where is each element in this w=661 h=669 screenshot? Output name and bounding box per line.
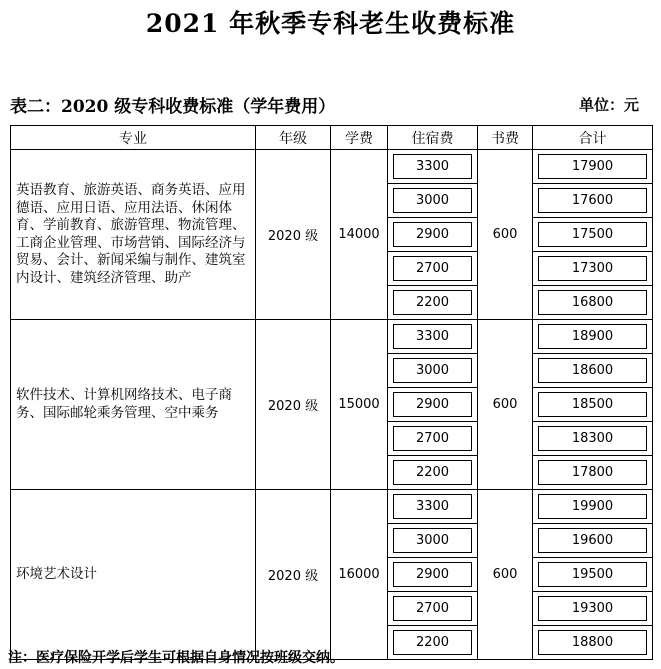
header-books: 书费 — [478, 126, 533, 150]
dorm-cell — [388, 286, 478, 320]
dorm-value: 2700 — [393, 426, 472, 451]
total-value: 17500 — [538, 222, 647, 247]
footnote: 注：医疗保险开学后学生可根据自身情况按班级交纳。 — [8, 650, 344, 666]
dorm-value: 2900 — [393, 222, 472, 247]
total-value: 18800 — [538, 630, 647, 655]
total-value: 18600 — [538, 358, 647, 383]
total-value: 19500 — [538, 562, 647, 587]
total-value: 19900 — [538, 494, 647, 519]
total-value: 17800 — [538, 460, 647, 485]
dorm-value: 3000 — [393, 188, 472, 213]
dorm-cell — [388, 354, 478, 388]
page-title: 2021 年秋季专科老生收费标准 — [145, 9, 516, 38]
total-cell — [533, 388, 653, 422]
total-cell — [533, 150, 653, 184]
total-cell — [533, 592, 653, 626]
major-cell: 环境艺术设计 — [11, 490, 256, 660]
dorm-cell — [388, 388, 478, 422]
dorm-cell — [388, 558, 478, 592]
grade-cell: 2020 级 — [256, 490, 331, 660]
total-cell — [533, 558, 653, 592]
dorm-value: 2200 — [393, 630, 472, 655]
total-cell — [533, 354, 653, 388]
total-value: 16800 — [538, 290, 647, 315]
header-dorm: 住宿费 — [388, 126, 478, 150]
header-major: 专业 — [11, 126, 256, 150]
dorm-cell — [388, 456, 478, 490]
tuition-cell: 16000 — [331, 490, 388, 660]
total-cell — [533, 184, 653, 218]
dorm-cell — [388, 592, 478, 626]
dorm-value: 2700 — [393, 256, 472, 281]
dorm-cell — [388, 184, 478, 218]
total-value: 17600 — [538, 188, 647, 213]
total-value: 18500 — [538, 392, 647, 417]
total-cell — [533, 422, 653, 456]
total-cell — [533, 524, 653, 558]
dorm-value: 2700 — [393, 596, 472, 621]
tuition-cell: 14000 — [331, 150, 388, 320]
major-cell: 软件技术、计算机网络技术、电子商务、国际邮轮乘务管理、空中乘务 — [11, 320, 256, 490]
total-value: 18900 — [538, 324, 647, 349]
total-cell — [533, 490, 653, 524]
total-value: 18300 — [538, 426, 647, 451]
books-cell: 600 — [478, 320, 533, 490]
grade-cell: 2020 级 — [256, 320, 331, 490]
dorm-value: 2200 — [393, 290, 472, 315]
total-value: 17900 — [538, 154, 647, 179]
unit-label: 单位：元 — [578, 96, 639, 114]
dorm-value: 3000 — [393, 358, 472, 383]
dorm-value: 2900 — [393, 392, 472, 417]
dorm-value: 3300 — [393, 494, 472, 519]
books-cell: 600 — [478, 150, 533, 320]
dorm-cell — [388, 150, 478, 184]
dorm-cell — [388, 422, 478, 456]
dorm-cell — [388, 320, 478, 354]
table-row — [11, 320, 653, 354]
dorm-cell — [388, 252, 478, 286]
dorm-value: 3300 — [393, 324, 472, 349]
total-value: 17300 — [538, 256, 647, 281]
dorm-value: 2900 — [393, 562, 472, 587]
table-subtitle: 表二：2020 级专科收费标准（学年费用） — [10, 97, 336, 117]
dorm-cell — [388, 524, 478, 558]
table-row — [11, 490, 653, 524]
header-grade: 年级 — [256, 126, 331, 150]
total-value: 19600 — [538, 528, 647, 553]
dorm-value: 3000 — [393, 528, 472, 553]
dorm-cell — [388, 626, 478, 660]
table-header-row — [11, 126, 653, 150]
tuition-cell: 15000 — [331, 320, 388, 490]
books-cell: 600 — [478, 490, 533, 660]
total-cell — [533, 252, 653, 286]
fee-table — [10, 125, 653, 660]
dorm-value: 2200 — [393, 460, 472, 485]
dorm-cell — [388, 218, 478, 252]
total-cell — [533, 626, 653, 660]
dorm-cell — [388, 490, 478, 524]
total-cell — [533, 286, 653, 320]
total-value: 19300 — [538, 596, 647, 621]
grade-cell: 2020 级 — [256, 150, 331, 320]
dorm-value: 3300 — [393, 154, 472, 179]
total-cell — [533, 320, 653, 354]
header-total: 合计 — [533, 126, 653, 150]
total-cell — [533, 456, 653, 490]
total-cell — [533, 218, 653, 252]
header-tuition: 学费 — [331, 126, 388, 150]
major-cell: 英语教育、旅游英语、商务英语、应用德语、应用日语、应用法语、休闲体育、学前教育、旅游管理、物流管理、工商企业管理、市场营销、国际经济与贸易、会计、新闻采编与制作、建筑室内设计、建筑经济管理、助产 — [11, 150, 256, 320]
table-row — [11, 150, 653, 184]
